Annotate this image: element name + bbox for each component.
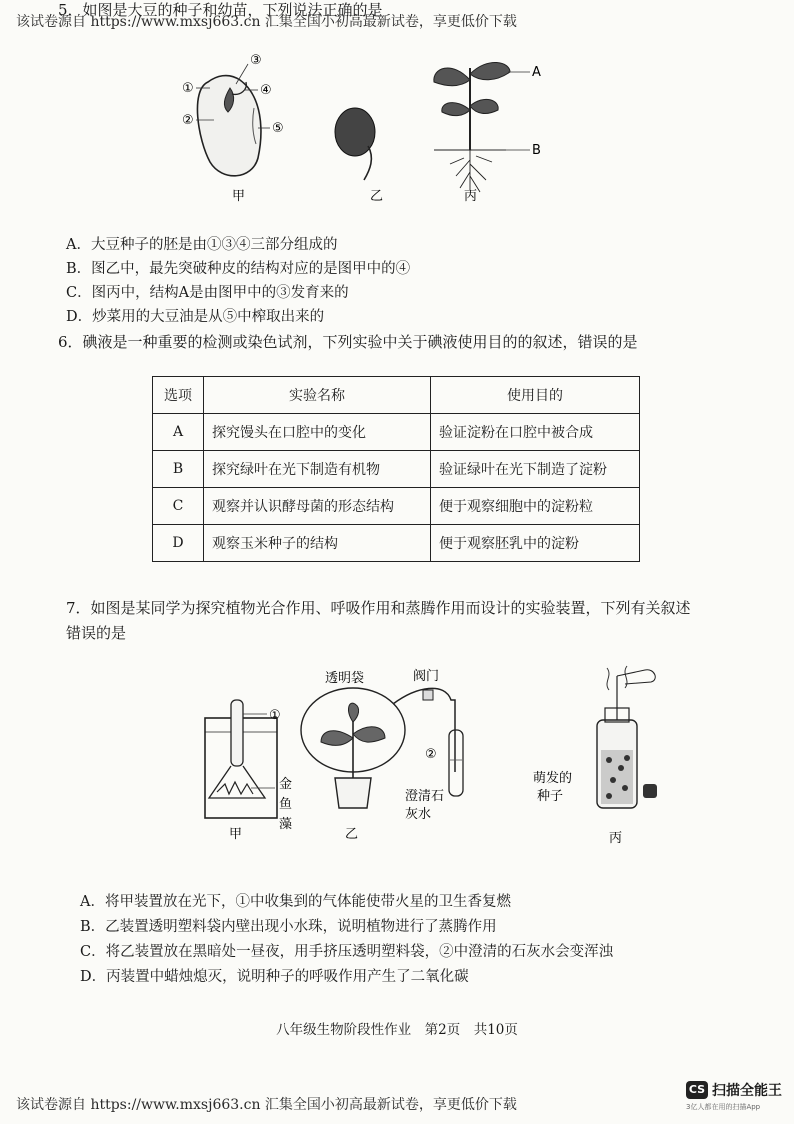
table-cell-purpose: 验证绿叶在光下制造了淀粉 <box>431 451 640 488</box>
lime-label-1: 澄清石 <box>405 789 445 804</box>
table-row <box>153 525 640 562</box>
table-header-purpose: 使用目的 <box>431 377 640 414</box>
page-footer: 八年级生物阶段性作业 第2页 共10页 <box>276 1022 518 1038</box>
valve-label: 阀门 <box>413 669 440 684</box>
watermark-top: 该试卷源自 https://www.mxsj663.cn 汇集全国小初高最新试卷，享更低价下载 <box>16 14 517 30</box>
algae-label-1: 金 <box>279 777 293 792</box>
q7-figure <box>185 660 665 850</box>
table-row <box>153 414 640 451</box>
scanner-badge <box>686 1080 786 1112</box>
q7-option-b: B．乙装置透明塑料袋内壁出现小水珠，说明植物进行了蒸腾作用 <box>80 919 497 935</box>
apparatus-bing-diagram <box>597 666 657 808</box>
q7-stem-line2: 错误的是 <box>66 624 127 642</box>
q7-option-a: A．将甲装置放在光下，①中收集到的气体能使带火星的卫生香复燃 <box>80 894 511 910</box>
table-cell-experiment: 探究馒头在口腔中的变化 <box>204 414 431 451</box>
apparatus-caption-bing: 丙 <box>609 831 623 846</box>
q7-option-d: D．丙装置中蜡烛熄灭，说明种子的呼吸作用产生了二氧化碳 <box>80 969 469 985</box>
seed-label-5: ⑤ <box>272 121 284 136</box>
scanner-logo-icon: CS <box>686 1081 708 1099</box>
yi-label-2: ② <box>425 747 437 762</box>
seed-label-1: ① <box>182 81 194 96</box>
q5-option-d: D．炒菜用的大豆油是从⑤中榨取出来的 <box>66 309 325 325</box>
table-header-option: 选项 <box>153 377 204 414</box>
q6-table <box>152 376 640 562</box>
table-cell-purpose: 验证淀粉在口腔中被合成 <box>431 414 640 451</box>
algae-label-2: 鱼 <box>279 797 293 812</box>
q7-stem-line1: 7．如图是某同学为探究植物光合作用、呼吸作用和蒸腾作用而设计的实验装置，下列有关叙述 <box>66 599 691 617</box>
seedling-caption-yi: 乙 <box>370 189 384 204</box>
apparatus-jia-diagram <box>205 700 277 818</box>
table-cell-purpose: 便于观察胚乳中的淀粉 <box>431 525 640 562</box>
table-row <box>153 451 640 488</box>
q5-stem: 5．如图是大豆的种子和幼苗，下列说法正确的是 <box>58 1 383 19</box>
table-header-experiment: 实验名称 <box>204 377 431 414</box>
seed-label-2: ② <box>182 113 194 128</box>
scanner-name: 扫描全能王 <box>712 1083 782 1099</box>
table-header-row <box>153 377 640 414</box>
seed-label-4: ④ <box>260 83 272 98</box>
algae-label-3: 藻 <box>279 817 293 832</box>
q5-option-a: A．大豆种子的胚是由①③④三部分组成的 <box>66 237 338 253</box>
bag-label: 透明袋 <box>325 671 365 686</box>
q6-stem: 6．碘液是一种重要的检测或染色试剂，下列实验中关于碘液使用目的的叙述，错误的是 <box>58 333 638 351</box>
seed-caption-jia: 甲 <box>232 189 246 204</box>
watermark-bottom: 该试卷源自 https://www.mxsj663.cn 汇集全国小初高最新试卷，享更低价下载 <box>16 1097 517 1113</box>
table-cell-experiment: 观察并认识酵母菌的形态结构 <box>204 488 431 525</box>
seedling-caption-bing: 丙 <box>464 189 478 204</box>
q5-option-c: C．图丙中，结构A是由图甲中的③发育来的 <box>66 285 349 301</box>
lime-label-2: 灰水 <box>405 807 432 822</box>
apparatus-caption-yi: 乙 <box>345 827 359 842</box>
table-row <box>153 488 640 525</box>
q7-option-c: C．将乙装置放在黑暗处一昼夜，用手挤压透明塑料袋，②中澄清的石灰水会变浑浊 <box>80 944 614 960</box>
seed-label-2: 种子 <box>537 789 564 804</box>
table-cell-option: A <box>153 414 204 451</box>
table-cell-option: B <box>153 451 204 488</box>
seedling-diagram <box>434 62 530 192</box>
table-cell-experiment: 探究绿叶在光下制造有机物 <box>204 451 431 488</box>
seedling-label-B: B <box>532 143 541 158</box>
jia-label-1: ① <box>269 708 281 723</box>
germinating-seed-diagram <box>335 108 375 180</box>
seed-label-3: ③ <box>250 53 262 68</box>
table-cell-option: C <box>153 488 204 525</box>
apparatus-caption-jia: 甲 <box>229 827 243 842</box>
q5-figure <box>170 50 570 210</box>
seed-label-1: 萌发的 <box>533 771 573 786</box>
table-cell-experiment: 观察玉米种子的结构 <box>204 525 431 562</box>
seedling-label-A: A <box>532 65 541 80</box>
scanner-subtitle: 3亿人都在用的扫描App <box>686 1103 761 1111</box>
table-cell-option: D <box>153 525 204 562</box>
q5-option-b: B．图乙中，最先突破种皮的结构对应的是图甲中的④ <box>66 261 411 277</box>
soybean-seed-diagram <box>196 64 270 176</box>
table-cell-purpose: 便于观察细胞中的淀粉粒 <box>431 488 640 525</box>
